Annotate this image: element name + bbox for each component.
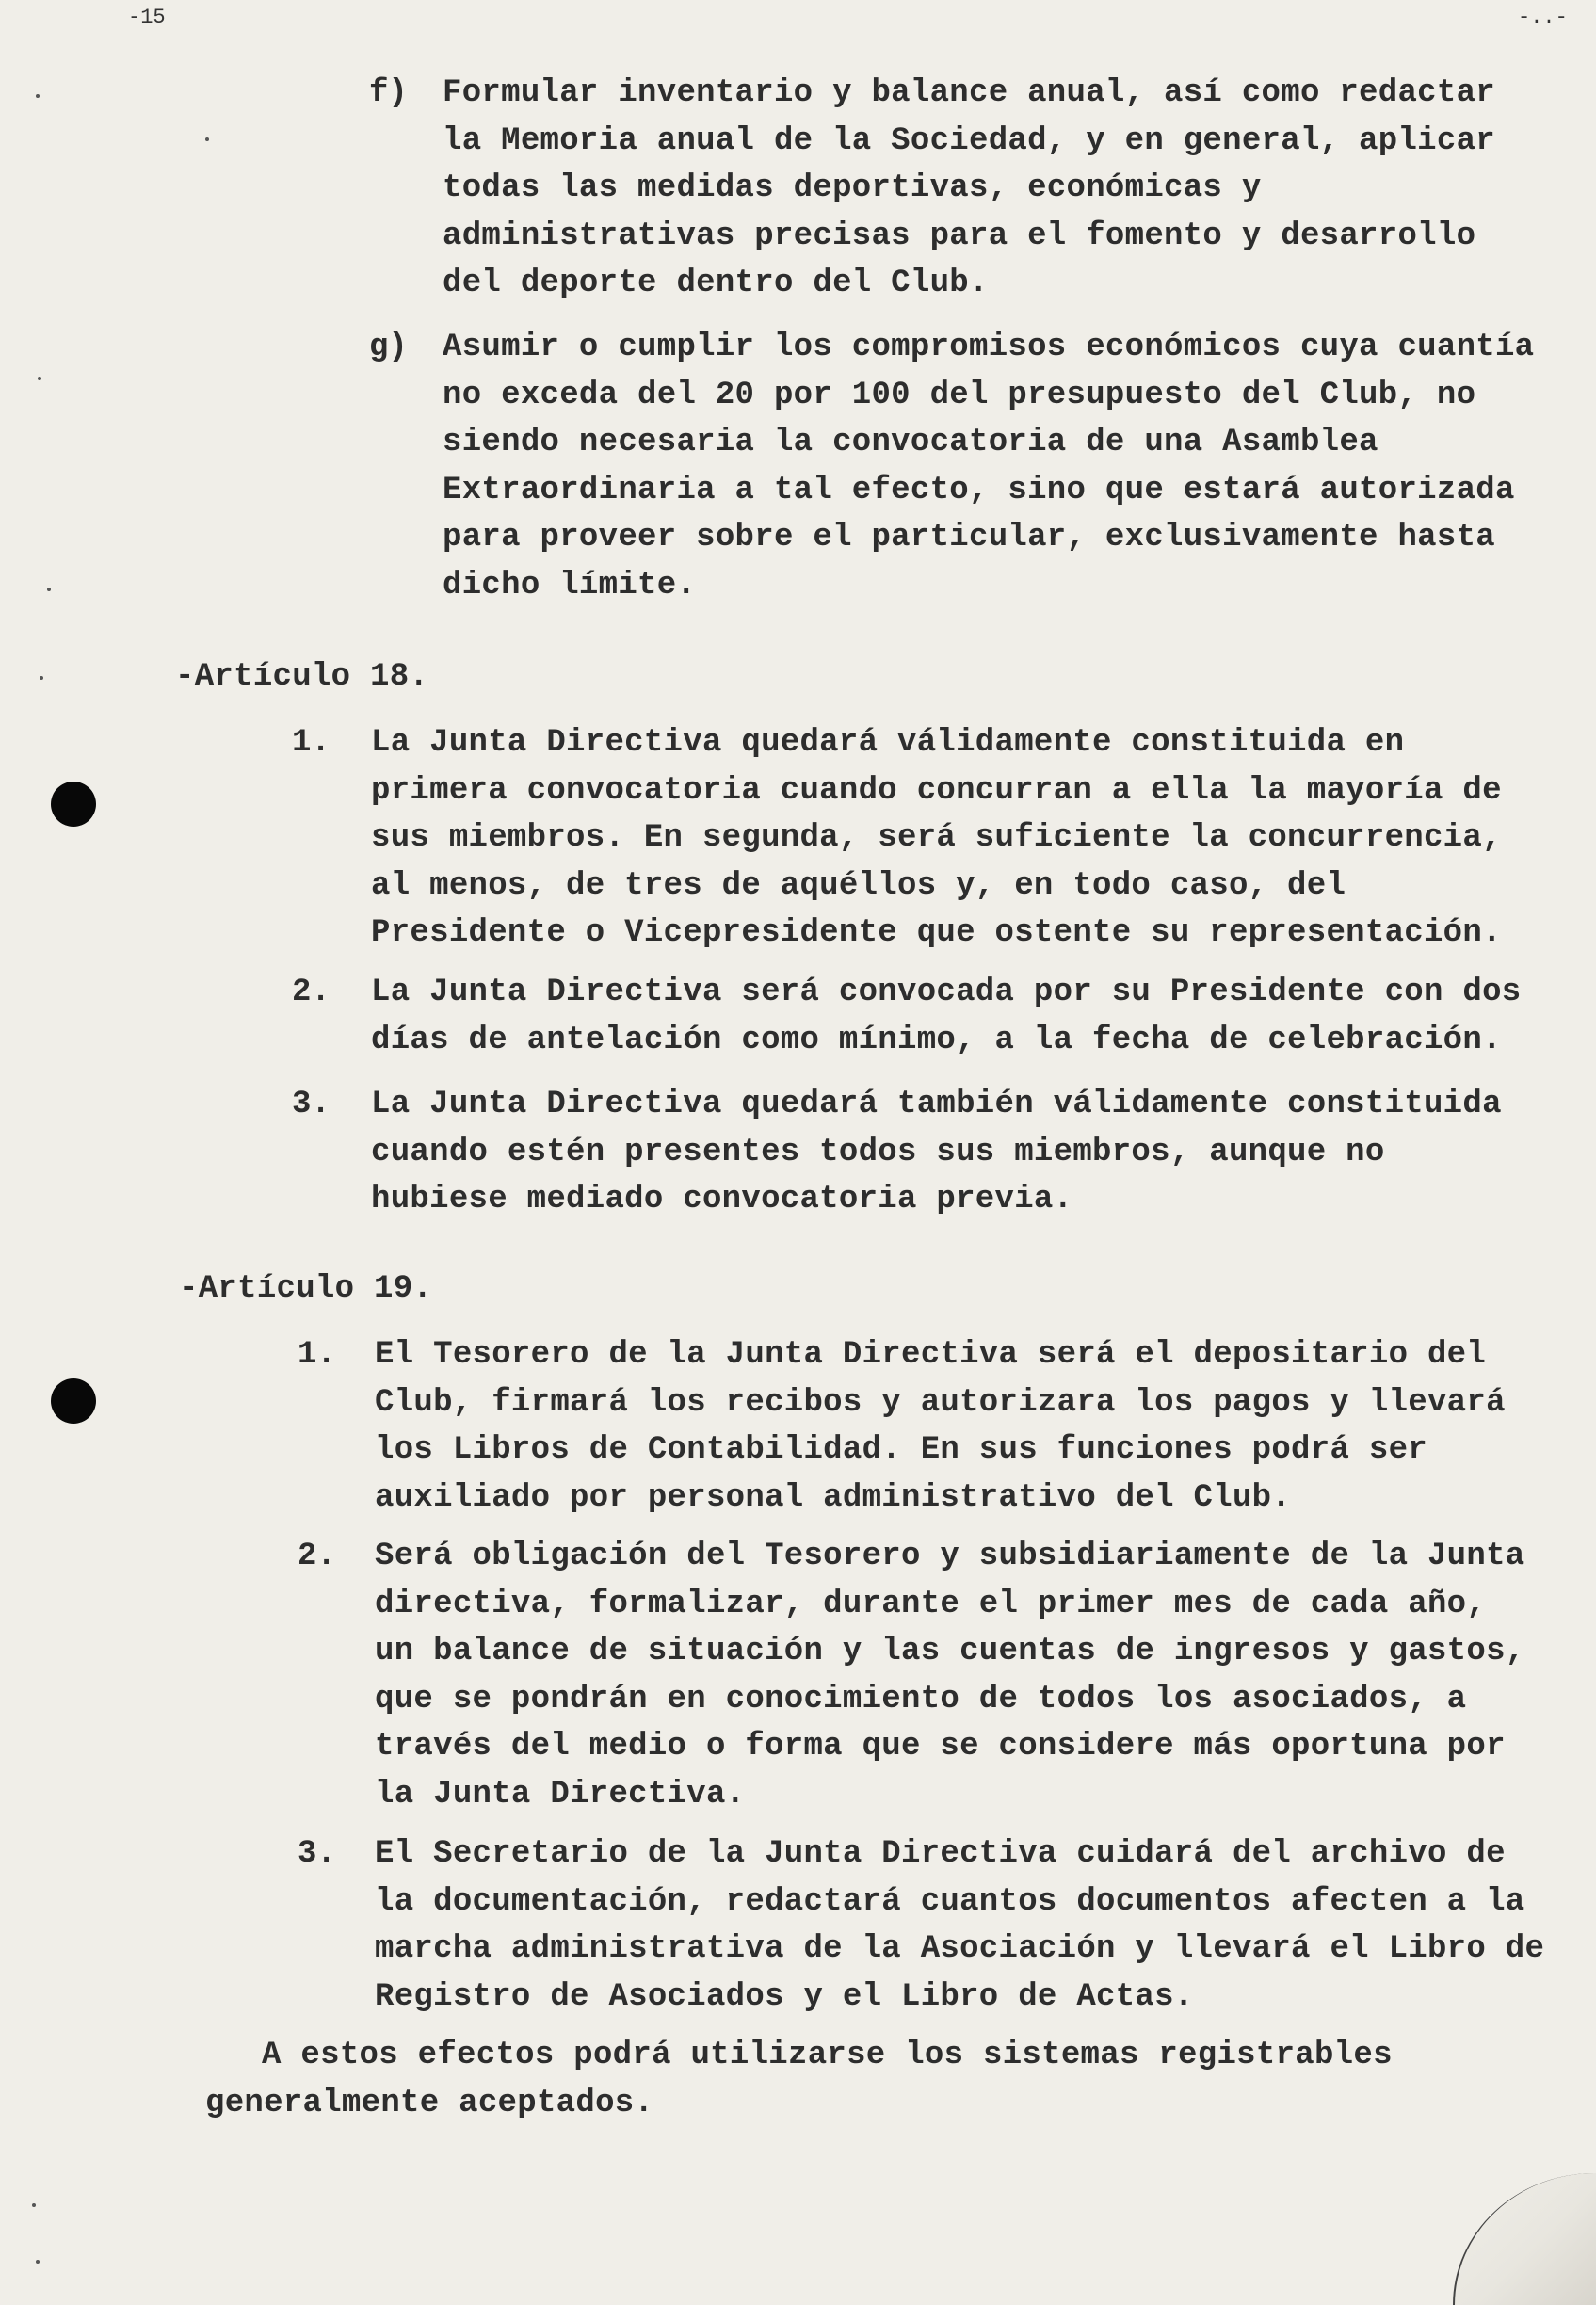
article-18-heading: -Artículo 18. xyxy=(175,659,429,695)
item-label-f: f) xyxy=(369,75,408,111)
article-19-paragraph-2-text: Será obligación del Tesorero y subsidiariamente de la Junta directiva, formalizar, durante el primer mes de cada año, un balance de situación y las cuentas de ingresos y gastos, que se pondrán en conocimiento de todos los asociados, a través del medio o forma que se considere más oportuna por la Junta Directiva. xyxy=(375,1539,1545,1813)
item-g-text: Asumir o cumplir los compromisos económicos cuya cuantía no exceda del 20 por 100 del presupuesto del Club, no siendo necesaria la convocatoria de una Asamblea Extraordinaria a tal efecto, sino que estará autorizada para proveer sobre el particular, exclusivamente hasta dicho límite. xyxy=(443,330,1555,604)
speck xyxy=(36,2260,40,2264)
item-f-text: Formular inventario y balance anual, así como redactar la Memoria anual de la Sociedad, y en general, aplicar todas las medidas deportivas, económicas y administrativas precisas para el fomento y desarrollo del deporte dentro del Club. xyxy=(443,75,1515,302)
article-19-closing-text: A estos efectos podrá utilizarse los sistemas registrables generalmente aceptados. xyxy=(205,2038,1412,2121)
article-18-num-2: 2. xyxy=(292,975,330,1010)
article-19-heading: -Artículo 19. xyxy=(179,1271,433,1307)
punch-hole-bottom xyxy=(51,1378,96,1424)
speck xyxy=(38,377,41,380)
article-19-paragraph-1-text: El Tesorero de la Junta Directiva será el depositario del Club, firmará los recibos y autorizara los pagos y llevará los Libros de Contabilidad. En sus funciones podrá ser auxiliado por personal administrativo del Club. xyxy=(375,1337,1525,1516)
item-f xyxy=(443,70,1552,308)
punch-hole-top xyxy=(51,782,96,827)
page-mark-left: -15 xyxy=(128,6,166,29)
item-label-g: g) xyxy=(369,330,408,365)
article-19-paragraph-2 xyxy=(375,1533,1545,1819)
speck xyxy=(36,94,40,98)
speck xyxy=(32,2203,36,2207)
article-19-paragraph-3 xyxy=(375,1830,1564,2021)
article-19-closing xyxy=(205,2032,1561,2127)
article-18-paragraph-1-text: La Junta Directiva quedará válidamente constituida en primera convocatoria cuando concurran a ella la mayoría de sus miembros. En segunda, será suficiente la concurrencia, al menos, de tres de aquéllos y, en todo caso, del Presidente o Vicepresidente que ostente su representación. xyxy=(371,725,1522,952)
page-corner-fold xyxy=(1453,2173,1596,2305)
article-18-paragraph-2-text: La Junta Directiva será convocada por su Presidente con dos días de antelación como mínimo, a la fecha de celebración. xyxy=(371,975,1541,1058)
article-19-num-3: 3. xyxy=(298,1836,336,1872)
item-g xyxy=(443,324,1555,610)
article-18-paragraph-2 xyxy=(371,969,1541,1064)
article-18-num-1: 1. xyxy=(292,725,330,761)
page-mark-right: -..- xyxy=(1518,6,1568,29)
speck xyxy=(40,676,43,680)
article-18-paragraph-1 xyxy=(371,719,1554,958)
speck xyxy=(47,588,51,591)
article-18-num-3: 3. xyxy=(292,1087,330,1122)
speck xyxy=(205,137,209,141)
article-19-paragraph-3-text: El Secretario de la Junta Directiva cuidará del archivo de la documentación, redactará cuantos documentos afecten a la marcha administrativa de la Asociación y llevará el Libro de Registro de Asociados y el Libro de Actas. xyxy=(375,1836,1564,2015)
article-18-paragraph-3-text: La Junta Directiva quedará también válidamente constituida cuando estén presentes todos sus miembros, aunque no hubiese mediado convocatoria previa. xyxy=(371,1087,1522,1218)
article-19-num-1: 1. xyxy=(298,1337,336,1373)
article-19-paragraph-1 xyxy=(375,1331,1561,1522)
article-18-paragraph-3 xyxy=(371,1081,1539,1224)
article-19-num-2: 2. xyxy=(298,1539,336,1574)
